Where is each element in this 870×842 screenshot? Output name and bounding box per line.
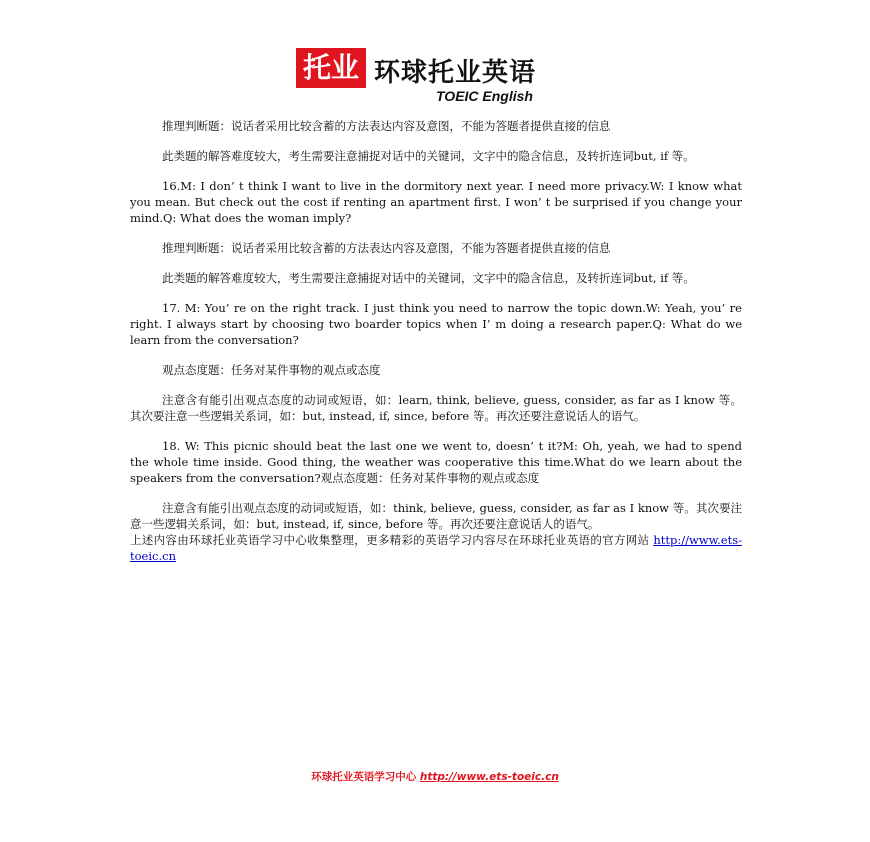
closing-paragraph <box>130 532 742 564</box>
question-paragraph: 16.M: I don’ t think I want to live in the dormitory next year. I need more privacy.W: I know what you mean. But check out the cost if renting an apartment first. I won’ t be surprised if you change your mind.Q: What does the woman imply? <box>130 179 742 225</box>
closing-text: 上述内容由环球托业英语学习中心收集整理，更多精彩的英语学习内容尽在环球托业英语的官方网站 <box>130 533 654 547</box>
paragraph: 此类题的解答难度较大，考生需要注意捕捉对话中的关键词，文字中的隐含信息，及转折连词but, if 等。 <box>162 149 695 163</box>
footer-text: 环球托业英语学习中心 <box>311 771 420 783</box>
paragraph: 观点态度题：任务对某件事物的观点或态度 <box>162 363 381 377</box>
paragraph: 推理判断题：说话者采用比较含蓄的方法表达内容及意图，不能为答题者提供直接的信息 <box>162 119 611 133</box>
question-paragraph: 18. W: This picnic should beat the last one we went to, doesn’ t it?M: Oh, yeah, we had to spend the whole time inside. Good thing, the weather was cooperative this time.What do we learn about the speakers from the conversation?观点态度题：任务对某件事物的观点或态度 <box>130 439 742 485</box>
website-link[interactable]: http://www.ets-toeic.cn <box>130 533 742 563</box>
paragraph: 此类题的解答难度较大，考生需要注意捕捉对话中的关键词，文字中的隐含信息，及转折连词but, if 等。 <box>162 271 695 285</box>
paragraph: 注意含有能引出观点态度的动词或短语，如：think, believe, guess, consider, as far as I know 等。其次要注意一些逻辑关系词，如：but, instead, if, since, before 等。再次还要注意说话人的语气。 <box>130 501 742 531</box>
brand-logo <box>296 48 586 108</box>
page-footer <box>0 769 870 784</box>
logo-mark: 托业 <box>296 48 366 88</box>
brand-name-cn: 环球托业英语 <box>374 58 537 88</box>
paragraph: 注意含有能引出观点态度的动词或短语，如：learn, think, believe, guess, consider, as far as I know 等。其次要注意一些逻辑关系词，如：but, instead, if, since, before 等。再次还要注意说话人的语气。 <box>130 393 742 423</box>
paragraph: 推理判断题：说话者采用比较含蓄的方法表达内容及意图，不能为答题者提供直接的信息 <box>162 241 611 255</box>
brand-name-en: TOEIC English <box>436 88 533 104</box>
document-body <box>130 118 742 564</box>
question-paragraph: 17. M: You’ re on the right track. I just think you need to narrow the topic down.W: Yeah, you’ re right. I always start by choosing two boarder topics when I’ m doing a research paper.Q: What do we learn from the conversation? <box>130 301 742 347</box>
footer-url[interactable]: http://www.ets-toeic.cn <box>419 771 559 783</box>
